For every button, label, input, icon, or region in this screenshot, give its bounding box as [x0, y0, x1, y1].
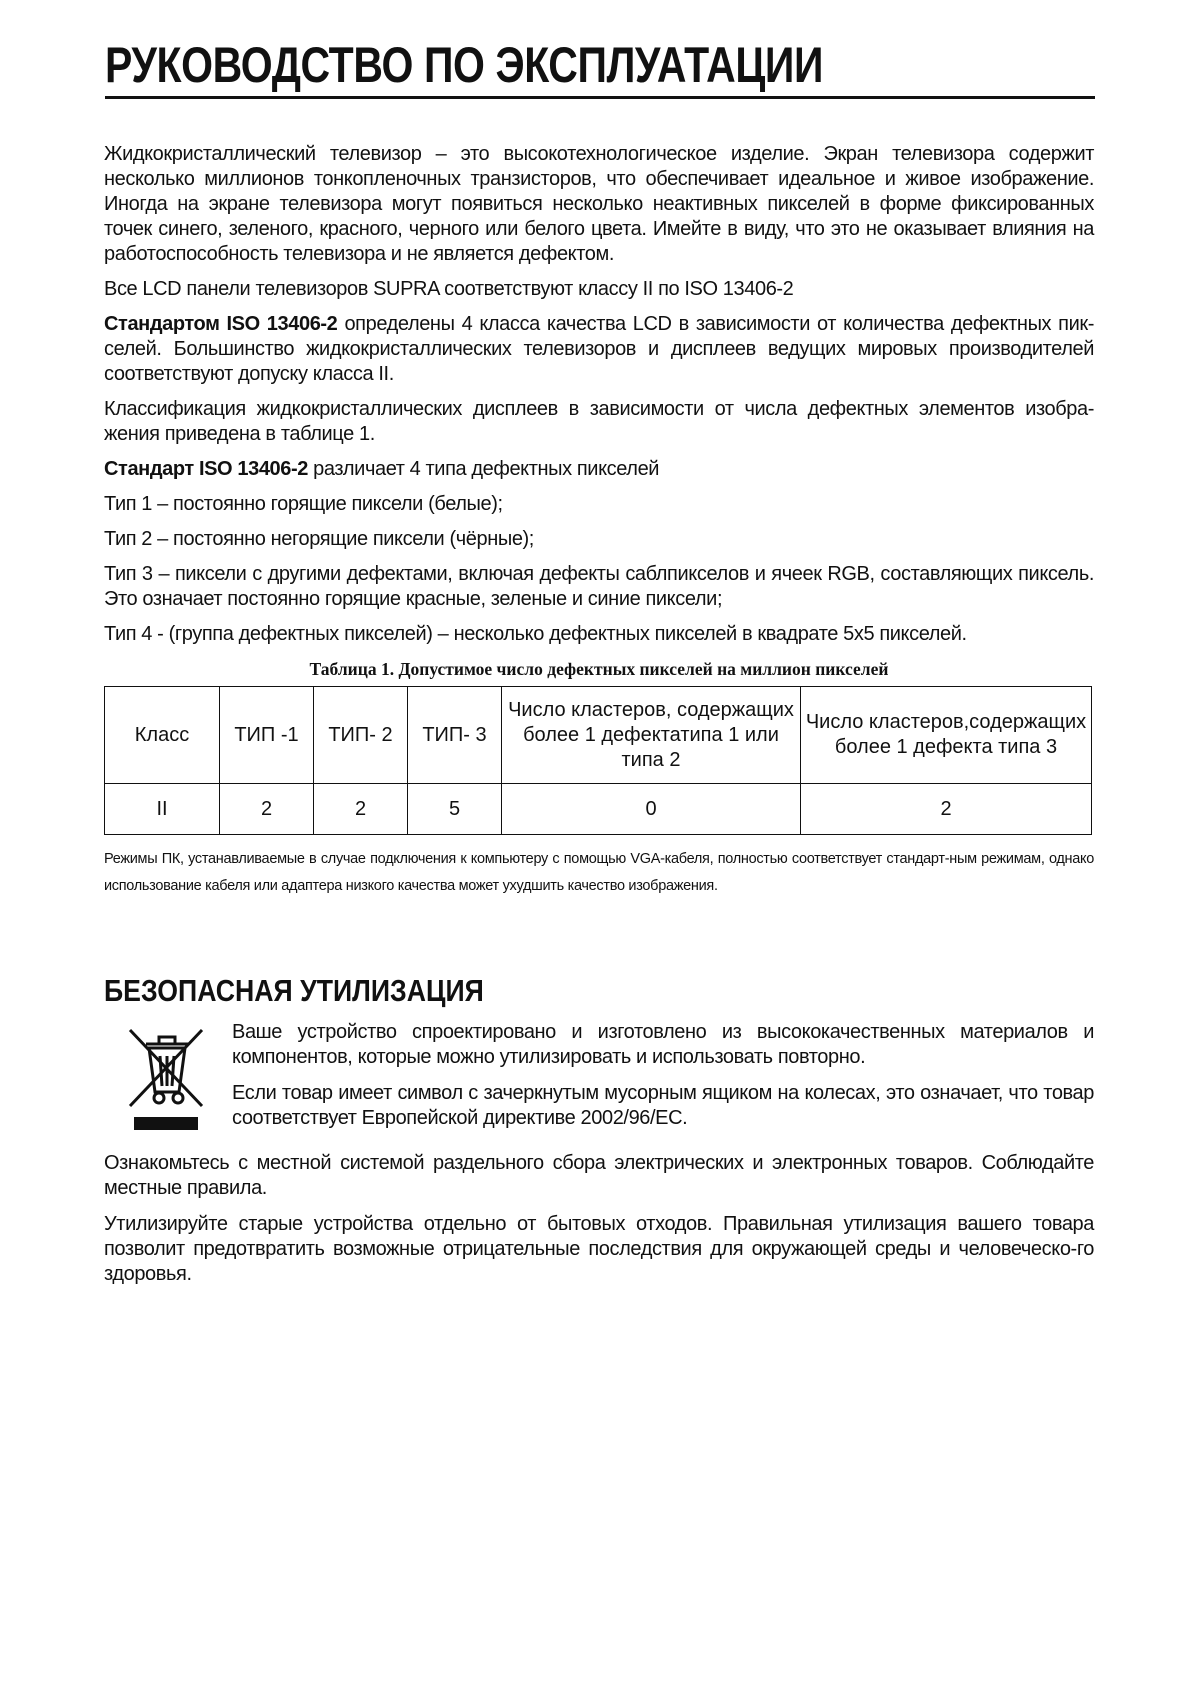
pixel-types-text: различает 4 типа дефектных пикселей	[307, 458, 660, 480]
table-header-cell: ТИП- 2	[314, 687, 408, 784]
disposal-paragraph: Если товар имеет символ с зачеркнутым мусорным ящиком на колесах, это означает, что товар соответствует Европейской директиве 2002/96/EC.	[232, 1082, 1094, 1129]
vga-note: Режимы ПК, устанавливаемые в случае подключения к компьютеру с помощью VGA-кабеля, полностью соответствует стандарт-ным режимам, однако использование кабеля или адаптера низкого качества может ухудшить качество изображения.	[104, 851, 1094, 894]
iso-classes-paragraph	[104, 312, 1094, 387]
page-title: РУКОВОДСТВО ПО ЭКСПЛУАТАЦИИ	[105, 37, 824, 93]
iso-standard-bold: Стандартом ISO 13406-2	[104, 313, 338, 335]
intro-paragraph: Жидкокристаллический телевизор – это высокотехнологическое изделие. Экран телевизора содержит несколько миллионов тонкопленочных транзисторов, что обеспечивает идеальное и живое изображение. Иногда на экране телевизора могут появиться несколько неактивных пикселей в форме фиксированных точек синего, зеленого, красного, черного или белого цвета. Имейте в виду, что это не оказывает влияния на работоспособность телевизора и не является дефектом.	[104, 143, 1094, 265]
iso-classes-text: определены 4 класса качества LCD в зависимости от количества дефектных пик-селей. Большинство жидкокристаллических телевизоров и дисплеев ведущих мировых производителей соответствуют допуску класса II.	[104, 313, 1094, 385]
table-cell: 2	[314, 784, 408, 835]
pixel-types-paragraph	[104, 457, 1094, 482]
table-header-row	[105, 687, 1092, 784]
disposal-heading: БЕЗОПАСНАЯ УТИЛИЗАЦИЯ	[104, 973, 484, 1008]
table-caption: Таблица 1. Допустимое число дефектных пикселей на миллион пикселей	[309, 659, 889, 679]
table-header-cell: ТИП -1	[220, 687, 314, 784]
type-4-item: Тип 4 - (группа дефектных пикселей) – несколько дефектных пикселей в квадрате 5х5 пикселей.	[104, 623, 967, 645]
table-header-cell: Число кластеров, содержащих более 1 дефектатипа 1 или типа 2	[502, 687, 801, 784]
type-3-item: Тип 3 – пиксели с другими дефектами, включая дефекты саблпикселов и ячеек RGB, составляющих пиксель. Это означает постоянно горящие красные, зеленые и синие пиксели;	[104, 563, 1094, 610]
defective-pixels-table	[104, 686, 1092, 835]
disposal-side-text	[232, 1020, 1094, 1131]
classification-paragraph: Классификация жидкокристаллических дисплеев в зависимости от числа дефектных элементов изобра-жения приведена в таблице 1.	[104, 398, 1094, 445]
iso-standard-bold: Стандарт ISO 13406-2	[104, 458, 308, 480]
supra-class-paragraph: Все LCD панели телевизоров SUPRA соответствуют классу II по ISO 13406-2	[104, 278, 794, 300]
crossed-out-wheelie-bin-icon	[126, 1026, 206, 1132]
disposal-paragraph: Ознакомьтесь с местной системой раздельного сбора электрических и электронных товаров. Соблюдайте местные правила.	[104, 1152, 1094, 1199]
table-cell: 0	[502, 784, 801, 835]
table-header-cell: ТИП- 3	[408, 687, 502, 784]
table-header-cell: Класс	[105, 687, 220, 784]
type-2-item: Тип 2 – постоянно негорящие пиксели (чёрные);	[104, 528, 534, 550]
title-underline	[105, 96, 1095, 99]
table-cell: 5	[408, 784, 502, 835]
table-cell: 2	[801, 784, 1092, 835]
disposal-paragraph: Утилизируйте старые устройства отдельно от бытовых отходов. Правильная утилизация вашего товара позволит предотвратить возможные отрицательные последствия для окружающей среды и человеческо-го здоровья.	[104, 1213, 1094, 1285]
table-row	[105, 784, 1092, 835]
table-cell: 2	[220, 784, 314, 835]
table-cell: II	[105, 784, 220, 835]
disposal-section	[104, 1020, 1094, 1298]
manual-body	[104, 142, 1094, 900]
type-1-item: Тип 1 – постоянно горящие пиксели (белые);	[104, 493, 503, 515]
disposal-paragraph: Ваше устройство спроектировано и изготовлено из высококачественных материалов и компонентов, которые можно утилизировать и использовать повторно.	[232, 1021, 1094, 1068]
table-header-cell: Число кластеров,содержащих более 1 дефекта типа 3	[801, 687, 1092, 784]
